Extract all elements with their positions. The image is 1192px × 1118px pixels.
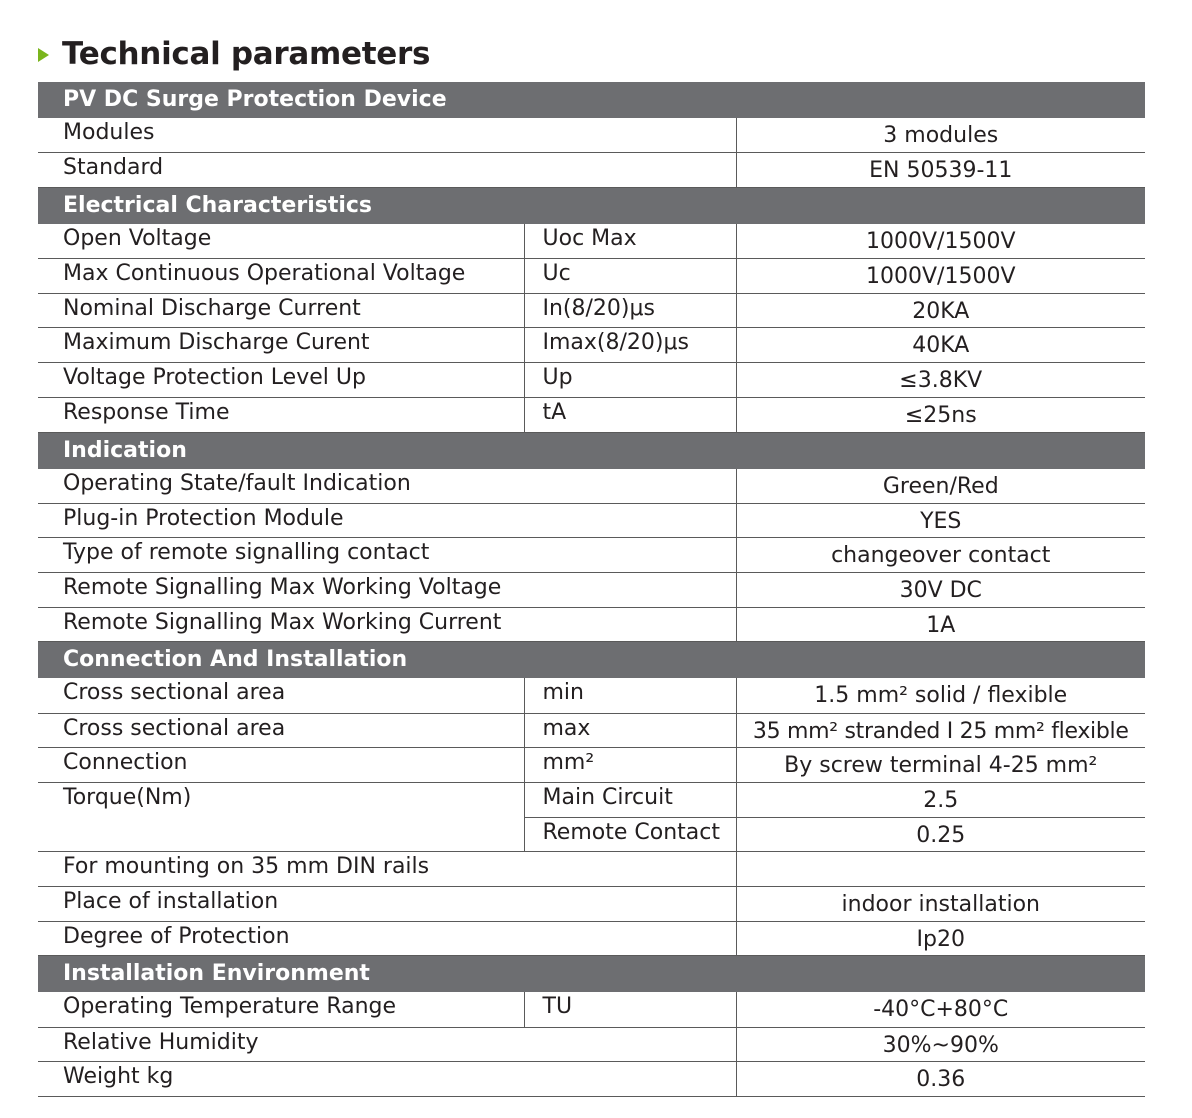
table-row	[38, 469, 1145, 504]
row-symbol: Main Circuit	[524, 783, 736, 818]
row-label: Standard	[38, 153, 736, 188]
table-row	[38, 397, 1145, 432]
row-value: changeover contact	[736, 538, 1145, 573]
row-label: Voltage Protection Level Up	[38, 363, 524, 398]
row-value: YES	[736, 503, 1145, 538]
row-value: ≤3.8KV	[736, 363, 1145, 398]
row-symbol: tA	[524, 397, 736, 432]
section-header: Indication	[38, 432, 1145, 469]
row-symbol: TU	[524, 992, 736, 1027]
row-label: Degree of Protection	[38, 921, 736, 956]
row-label: Connection	[38, 748, 524, 783]
table-row	[38, 1062, 1145, 1097]
table-row	[38, 852, 1145, 887]
row-value: 2.5	[736, 783, 1145, 818]
row-label: Relative Humidity	[38, 1027, 736, 1062]
row-symbol: Up	[524, 363, 736, 398]
row-symbol: mm²	[524, 748, 736, 783]
row-symbol: Uc	[524, 259, 736, 294]
page-title-text: Technical parameters	[62, 36, 431, 72]
table-row	[38, 713, 1145, 748]
row-value: 20KA	[736, 293, 1145, 328]
row-symbol: Imax(8/20)μs	[524, 328, 736, 363]
row-label: Operating State/fault Indication	[38, 469, 736, 504]
row-value: Ip20	[736, 921, 1145, 956]
row-label: Place of installation	[38, 887, 736, 922]
technical-parameters-table	[38, 82, 1145, 1097]
table-row	[38, 503, 1145, 538]
row-value: 0.25	[736, 817, 1145, 852]
row-label: Cross sectional area	[38, 678, 524, 713]
table-row	[38, 538, 1145, 573]
row-label: For mounting on 35 mm DIN rails	[38, 852, 736, 887]
section-header: Installation Environment	[38, 956, 1145, 993]
table-row	[38, 118, 1145, 153]
row-value: 1000V/1500V	[736, 224, 1145, 259]
row-label: Operating Temperature Range	[38, 992, 524, 1027]
row-value: 40KA	[736, 328, 1145, 363]
table-row	[38, 224, 1145, 259]
row-value: Green/Red	[736, 469, 1145, 504]
row-label: Weight kg	[38, 1062, 736, 1097]
row-label: Response Time	[38, 397, 524, 432]
row-value: 30V DC	[736, 573, 1145, 608]
row-label: Modules	[38, 118, 736, 153]
section-header: PV DC Surge Protection Device	[38, 82, 1145, 118]
row-symbol: Uoc Max	[524, 224, 736, 259]
row-label: Remote Signalling Max Working Current	[38, 607, 736, 642]
row-value: 35 mm² stranded I 25 mm² flexible	[736, 713, 1145, 748]
row-symbol: Remote Contact	[524, 817, 736, 852]
table-row	[38, 363, 1145, 398]
row-value: 3 modules	[736, 118, 1145, 153]
table-row	[38, 259, 1145, 294]
section-header: Connection And Installation	[38, 642, 1145, 679]
table-row	[38, 887, 1145, 922]
row-symbol: min	[524, 678, 736, 713]
row-value: 1000V/1500V	[736, 259, 1145, 294]
row-value: -40°C+80°C	[736, 992, 1145, 1027]
row-label: Maximum Discharge Curent	[38, 328, 524, 363]
row-value: 1A	[736, 607, 1145, 642]
row-label: Nominal Discharge Current	[38, 293, 524, 328]
triangle-bullet-icon	[38, 48, 49, 62]
row-label: Open Voltage	[38, 224, 524, 259]
table-row	[38, 1027, 1145, 1062]
row-label: Type of remote signalling contact	[38, 538, 736, 573]
row-value: By screw terminal 4-25 mm²	[736, 748, 1145, 783]
row-label: Torque(Nm)	[38, 783, 524, 852]
row-symbol: In(8/20)μs	[524, 293, 736, 328]
table-row	[38, 678, 1145, 713]
table-row	[38, 573, 1145, 608]
table-row	[38, 293, 1145, 328]
table-row	[38, 783, 1145, 818]
row-value: 30%~90%	[736, 1027, 1145, 1062]
row-label: Cross sectional area	[38, 713, 524, 748]
row-symbol: max	[524, 713, 736, 748]
row-label: Remote Signalling Max Working Voltage	[38, 573, 736, 608]
table-row	[38, 328, 1145, 363]
row-label: Max Continuous Operational Voltage	[38, 259, 524, 294]
row-value: indoor installation	[736, 887, 1145, 922]
table-row	[38, 607, 1145, 642]
row-label: Plug-in Protection Module	[38, 503, 736, 538]
section-header: Electrical Characteristics	[38, 187, 1145, 224]
row-value: EN 50539-11	[736, 153, 1145, 188]
table-row	[38, 748, 1145, 783]
table-row	[38, 921, 1145, 956]
row-value: 0.36	[736, 1062, 1145, 1097]
row-value	[736, 852, 1145, 887]
row-value: 1.5 mm² solid / flexible	[736, 678, 1145, 713]
row-value: ≤25ns	[736, 397, 1145, 432]
table-row	[38, 992, 1145, 1027]
table-row	[38, 153, 1145, 188]
page-title	[38, 30, 430, 78]
